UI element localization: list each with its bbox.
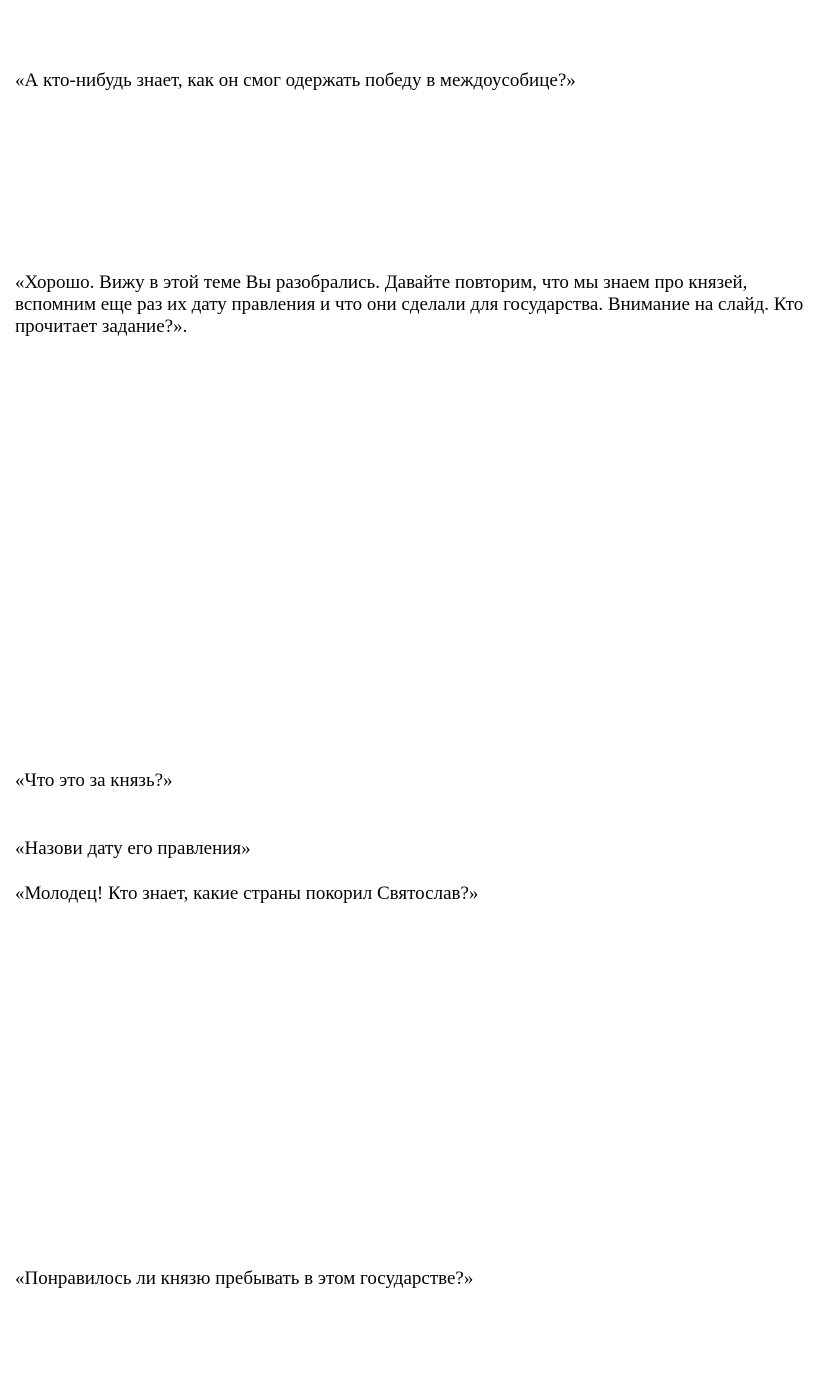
question-paragraph: «Понравилось ли князю пребывать в этом государстве?» — [15, 1268, 474, 1289]
instruction-paragraph: «Хорошо. Вижу в этой теме Вы разобрались. Давайте повторим, что мы знаем про князей, вспомним еще раз их дату правления и что они сделали для государства. Внимание на слайд. Кто прочитает задание?». — [15, 272, 804, 337]
question-paragraph: «А кто-нибудь знает, как он смог одержать победу в междоусобице?» — [15, 70, 576, 91]
question-paragraph: «Назови дату его правления» — [15, 838, 251, 859]
question-paragraph: «Молодец! Кто знает, какие страны покорил Святослав?» — [15, 883, 479, 904]
question-paragraph: «Что это за князь?» — [15, 770, 173, 791]
